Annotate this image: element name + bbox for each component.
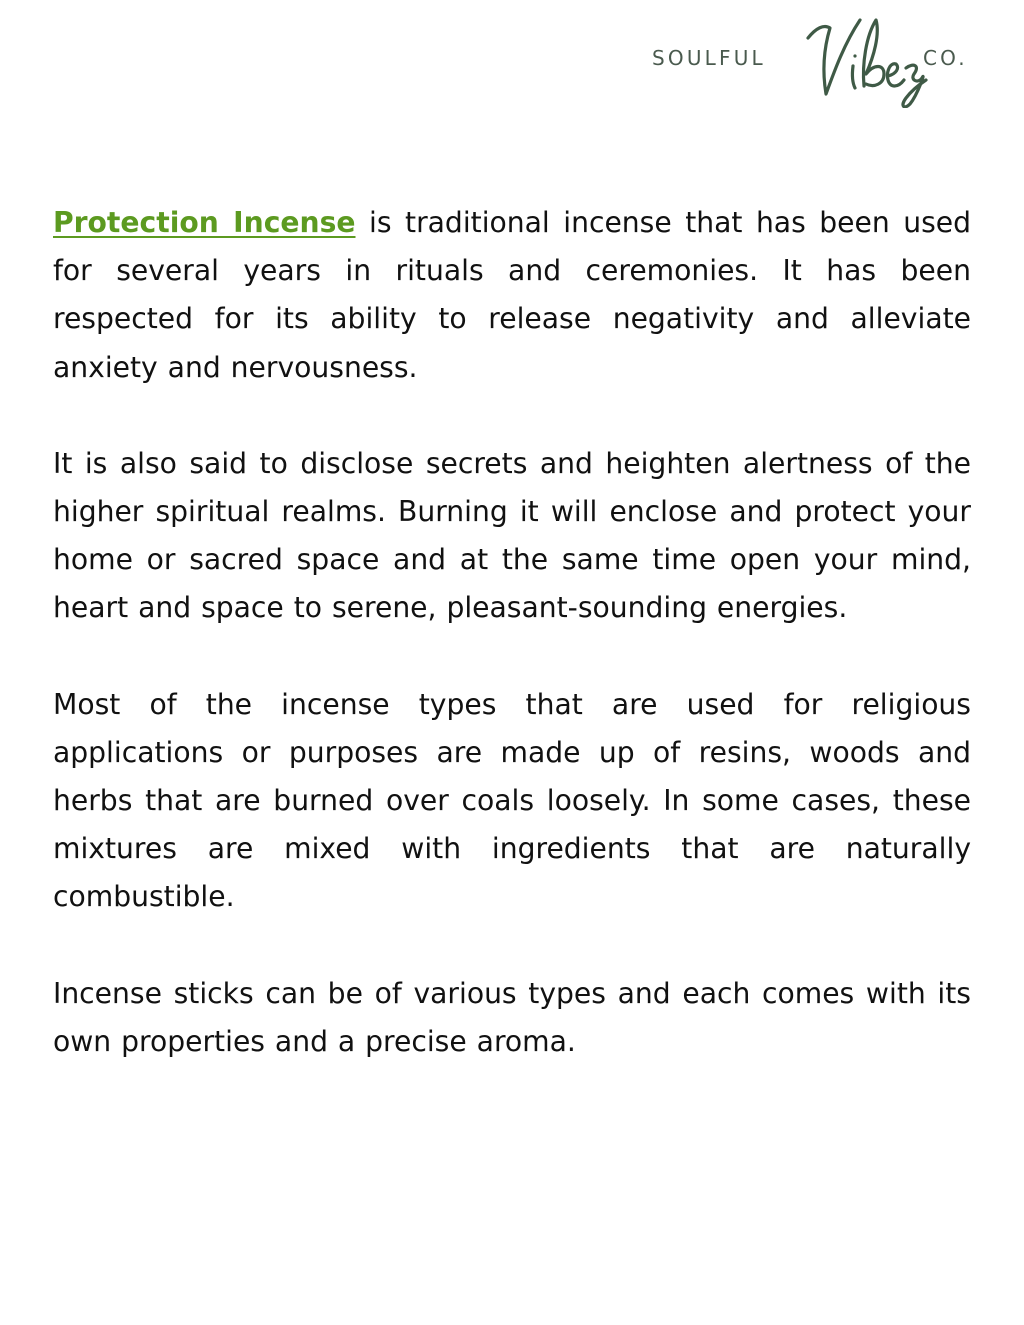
brand-logo-graphic — [648, 8, 978, 108]
paragraph-4: Incense sticks can be of various types and each comes with its own properties and a precise aroma. — [53, 976, 971, 1058]
brand-logo-right-text: CO. — [923, 46, 968, 70]
paragraph-1-text: is traditional incense that has been used for several years in rituals and ceremonies. It has been respected for its ability to release negativity and alleviate anxiety and nervousness. — [53, 206, 971, 384]
protection-incense-link[interactable]: Protection Incense — [53, 206, 356, 239]
brand-logo-script-vibes — [808, 20, 926, 107]
brand-logo-left-text: SOULFUL — [652, 46, 766, 70]
paragraph-1 — [53, 199, 971, 392]
brand-logo — [648, 8, 978, 108]
paragraph-2: It is also said to disclose secrets and heighten alertness of the higher spiritual realms. Burning it will enclose and protect your home or sacred space and at the same time open your mind, heart and space to serene, pleasant-sounding energies. — [53, 446, 971, 625]
paragraph-3: Most of the incense types that are used for religious applications or purposes are made up of resins, woods and herbs that are burned over coals loosely. In some cases, these mixtures are mixed with ingredients that are naturally combustible. — [53, 687, 971, 914]
article-body — [53, 199, 971, 1114]
